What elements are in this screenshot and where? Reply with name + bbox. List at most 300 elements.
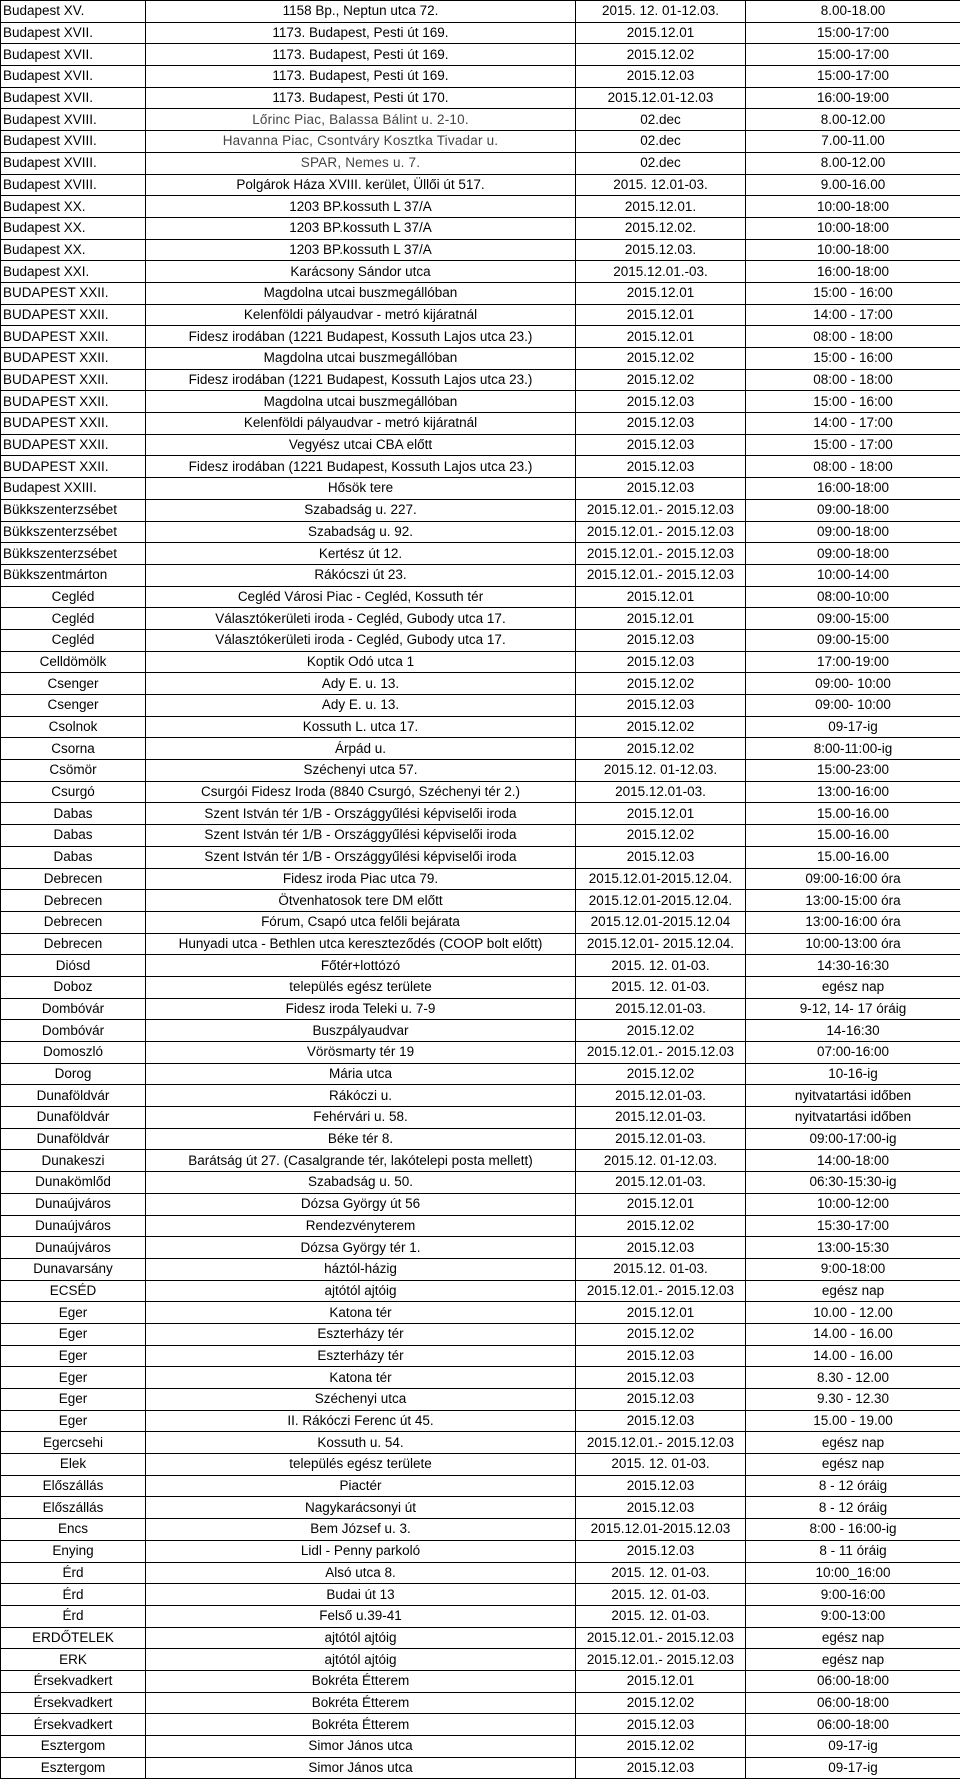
cell-address: Lőrinc Piac, Balassa Bálint u. 2-10. xyxy=(146,109,576,131)
cell-date: 2015.12.03 xyxy=(576,1757,746,1779)
cell-address: 1203 BP.kossuth L 37/A xyxy=(146,217,576,239)
table-row xyxy=(1,1063,960,1085)
cell-date: 2015.12.02 xyxy=(576,1692,746,1714)
cell-settlement: Budapest XV. xyxy=(1,1,146,23)
cell-address: Bokréta Étterem xyxy=(146,1714,576,1736)
table-row xyxy=(1,1323,960,1345)
cell-date: 2015.12.01 xyxy=(576,1193,746,1215)
cell-time: 08:00 - 18:00 xyxy=(746,369,960,391)
cell-time: egész nap xyxy=(746,1627,960,1649)
cell-settlement: Eger xyxy=(1,1323,146,1345)
cell-settlement: Előszállás xyxy=(1,1497,146,1519)
cell-time: 13:00-15:30 xyxy=(746,1237,960,1259)
cell-settlement: BUDAPEST XXII. xyxy=(1,456,146,478)
cell-address: Választókerületi iroda - Cegléd, Gubody utca 17. xyxy=(146,608,576,630)
cell-time: nyitvatartási időben xyxy=(746,1107,960,1129)
cell-time: 09:00-17:00-ig xyxy=(746,1128,960,1150)
cell-date: 2015.12.01.- 2015.12.03 xyxy=(576,499,746,521)
cell-settlement: Budapest XX. xyxy=(1,217,146,239)
cell-time: 7.00-11.00 xyxy=(746,131,960,153)
cell-time: 08:00-10:00 xyxy=(746,586,960,608)
cell-settlement: BUDAPEST XXII. xyxy=(1,369,146,391)
cell-settlement: Dunaföldvár xyxy=(1,1107,146,1129)
cell-address: Fidesz iroda Teleki u. 7-9 xyxy=(146,998,576,1020)
cell-date: 2015.12.02 xyxy=(576,1215,746,1237)
cell-date: 2015.12.03 xyxy=(576,1540,746,1562)
cell-settlement: Budapest XX. xyxy=(1,196,146,218)
cell-time: 09:00-15:00 xyxy=(746,629,960,651)
cell-time: 9.30 - 12.30 xyxy=(746,1389,960,1411)
table-row xyxy=(1,1345,960,1367)
cell-date: 2015.12.03 xyxy=(576,846,746,868)
cell-settlement: Csenger xyxy=(1,673,146,695)
table-row xyxy=(1,87,960,109)
cell-settlement: Debrecen xyxy=(1,911,146,933)
cell-time: egész nap xyxy=(746,1649,960,1671)
cell-address: SPAR, Nemes u. 7. xyxy=(146,152,576,174)
table-row xyxy=(1,1475,960,1497)
table-row xyxy=(1,1020,960,1042)
cell-address: Bokréta Étterem xyxy=(146,1692,576,1714)
cell-date: 2015.12.03 xyxy=(576,478,746,500)
table-row xyxy=(1,348,960,370)
table-row xyxy=(1,846,960,868)
cell-date: 2015.12.02 xyxy=(576,369,746,391)
cell-time: egész nap xyxy=(746,1280,960,1302)
cell-address: Fidesz iroda Piac utca 79. xyxy=(146,868,576,890)
cell-settlement: Dunaújváros xyxy=(1,1215,146,1237)
cell-time: 9:00-13:00 xyxy=(746,1605,960,1627)
cell-settlement: BUDAPEST XXII. xyxy=(1,391,146,413)
cell-settlement: Érd xyxy=(1,1584,146,1606)
table-row xyxy=(1,174,960,196)
cell-address: Széchenyi utca xyxy=(146,1389,576,1411)
cell-date: 2015.12.02 xyxy=(576,1020,746,1042)
cell-settlement: Cegléd xyxy=(1,586,146,608)
cell-date: 2015.12.03 xyxy=(576,1714,746,1736)
table-row xyxy=(1,695,960,717)
cell-settlement: Enying xyxy=(1,1540,146,1562)
cell-time: 06:30-15:30-ig xyxy=(746,1172,960,1194)
cell-date: 2015.12.01 xyxy=(576,1670,746,1692)
cell-date: 2015. 12. 01-03. xyxy=(576,1454,746,1476)
cell-address: 1173. Budapest, Pesti út 169. xyxy=(146,66,576,88)
cell-time: 09:00-15:00 xyxy=(746,608,960,630)
cell-date: 2015.12.03 xyxy=(576,1475,746,1497)
cell-settlement: BUDAPEST XXII. xyxy=(1,282,146,304)
table-row xyxy=(1,217,960,239)
cell-time: 15:00 - 16:00 xyxy=(746,282,960,304)
cell-date: 2015.12.03 xyxy=(576,1497,746,1519)
cell-date: 2015.12.02 xyxy=(576,673,746,695)
cell-address: Dózsa György út 56 xyxy=(146,1193,576,1215)
cell-settlement: Esztergom xyxy=(1,1736,146,1758)
cell-address: Fórum, Csapó utca felőli bejárata xyxy=(146,911,576,933)
cell-time: 15:00-23:00 xyxy=(746,760,960,782)
cell-date: 2015.12.01.- 2015.12.03 xyxy=(576,521,746,543)
table-row xyxy=(1,1150,960,1172)
cell-time: 16:00-18:00 xyxy=(746,478,960,500)
cell-date: 2015.12. 01-03. xyxy=(576,1258,746,1280)
cell-settlement: Dorog xyxy=(1,1063,146,1085)
cell-time: 07:00-16:00 xyxy=(746,1042,960,1064)
cell-settlement: Dunavarsány xyxy=(1,1258,146,1280)
cell-date: 2015.12.01.- 2015.12.03 xyxy=(576,1627,746,1649)
cell-settlement: Eger xyxy=(1,1389,146,1411)
cell-settlement: Elek xyxy=(1,1454,146,1476)
cell-settlement: Dunaföldvár xyxy=(1,1128,146,1150)
table-row xyxy=(1,1519,960,1541)
table-row xyxy=(1,825,960,847)
cell-date: 2015. 12. 01-03. xyxy=(576,1584,746,1606)
cell-time: 09-17-ig xyxy=(746,1736,960,1758)
table-row xyxy=(1,196,960,218)
table-row xyxy=(1,1410,960,1432)
cell-time: 15:00 - 16:00 xyxy=(746,348,960,370)
cell-address: Kertész út 12. xyxy=(146,543,576,565)
table-row xyxy=(1,738,960,760)
cell-address: Főtér+lottózó xyxy=(146,955,576,977)
cell-time: 09:00-16:00 óra xyxy=(746,868,960,890)
cell-address: település egész területe xyxy=(146,1454,576,1476)
cell-settlement: Bükkszentmárton xyxy=(1,564,146,586)
cell-address: Buszpályaudvar xyxy=(146,1020,576,1042)
cell-time: 8.00-12.00 xyxy=(746,152,960,174)
cell-time: 10-16-ig xyxy=(746,1063,960,1085)
cell-address: Szent István tér 1/B - Országgyűlési képviselői iroda xyxy=(146,825,576,847)
table-row xyxy=(1,716,960,738)
cell-time: 10.00 - 12.00 xyxy=(746,1302,960,1324)
cell-date: 2015.12.01-03. xyxy=(576,781,746,803)
cell-time: 13:00-16:00 óra xyxy=(746,911,960,933)
cell-date: 2015.12.02 xyxy=(576,1063,746,1085)
cell-address: Kossuth L. utca 17. xyxy=(146,716,576,738)
table-row xyxy=(1,868,960,890)
table-row xyxy=(1,543,960,565)
cell-address: Magdolna utcai buszmegállóban xyxy=(146,282,576,304)
cell-date: 2015.12.01-2015.12.03 xyxy=(576,1519,746,1541)
cell-settlement: Bükkszenterzsébet xyxy=(1,499,146,521)
cell-address: Rákóczi u. xyxy=(146,1085,576,1107)
cell-time: 8:00-11:00-ig xyxy=(746,738,960,760)
table-row xyxy=(1,955,960,977)
cell-settlement: BUDAPEST XXII. xyxy=(1,326,146,348)
table-row xyxy=(1,1085,960,1107)
cell-settlement: Dunakömlőd xyxy=(1,1172,146,1194)
cell-settlement: Érsekvadkert xyxy=(1,1670,146,1692)
cell-address: ajtótól ajtóig xyxy=(146,1649,576,1671)
cell-settlement: Doboz xyxy=(1,976,146,998)
cell-date: 2015.12.01-03. xyxy=(576,998,746,1020)
table-row xyxy=(1,282,960,304)
cell-address: Nagykarácsonyi út xyxy=(146,1497,576,1519)
cell-date: 02.dec xyxy=(576,131,746,153)
cell-date: 2015.12.01. xyxy=(576,196,746,218)
cell-settlement: Budapest XXI. xyxy=(1,261,146,283)
cell-time: 8 - 12 óráig xyxy=(746,1497,960,1519)
cell-date: 2015. 12. 01-12.03. xyxy=(576,1,746,23)
cell-settlement: Budapest XVIII. xyxy=(1,174,146,196)
cell-settlement: Előszállás xyxy=(1,1475,146,1497)
table-row xyxy=(1,391,960,413)
table-row xyxy=(1,760,960,782)
cell-date: 2015.12.01-2015.12.04. xyxy=(576,868,746,890)
cell-date: 2015.12.03 xyxy=(576,413,746,435)
cell-settlement: Dunaföldvár xyxy=(1,1085,146,1107)
cell-address: Koptik Odó utca 1 xyxy=(146,651,576,673)
cell-address: Szabadság u. 50. xyxy=(146,1172,576,1194)
table-row xyxy=(1,608,960,630)
cell-time: 06:00-18:00 xyxy=(746,1692,960,1714)
cell-settlement: Esztergom xyxy=(1,1757,146,1779)
cell-date: 2015.12.01.- 2015.12.03 xyxy=(576,543,746,565)
cell-date: 2015. 12.01-03. xyxy=(576,174,746,196)
cell-time: 09:00- 10:00 xyxy=(746,695,960,717)
table-row xyxy=(1,109,960,131)
cell-date: 2015. 12. 01-03. xyxy=(576,1605,746,1627)
cell-time: 09:00-18:00 xyxy=(746,521,960,543)
cell-date: 2015.12.01-03. xyxy=(576,1107,746,1129)
cell-time: 9:00-18:00 xyxy=(746,1258,960,1280)
table-row xyxy=(1,66,960,88)
table-row xyxy=(1,1389,960,1411)
cell-address: Budai út 13 xyxy=(146,1584,576,1606)
cell-settlement: Debrecen xyxy=(1,933,146,955)
cell-settlement: Eger xyxy=(1,1367,146,1389)
cell-date: 2015.12.02 xyxy=(576,348,746,370)
cell-time: egész nap xyxy=(746,1454,960,1476)
cell-date: 2015.12.02 xyxy=(576,825,746,847)
cell-time: 15:30-17:00 xyxy=(746,1215,960,1237)
cell-settlement: Budapest XVII. xyxy=(1,44,146,66)
cell-date: 2015. 12. 01-03. xyxy=(576,976,746,998)
cell-time: 10:00-13:00 óra xyxy=(746,933,960,955)
cell-settlement: Celldömölk xyxy=(1,651,146,673)
cell-date: 2015.12. 01-12.03. xyxy=(576,1150,746,1172)
table-row xyxy=(1,1605,960,1627)
cell-address: Simor János utca xyxy=(146,1736,576,1758)
cell-date: 2015.12.03 xyxy=(576,1367,746,1389)
table-row xyxy=(1,1107,960,1129)
cell-date: 2015. 12. 01-03. xyxy=(576,1562,746,1584)
table-row xyxy=(1,1584,960,1606)
cell-settlement: BUDAPEST XXII. xyxy=(1,348,146,370)
cell-address: Mária utca xyxy=(146,1063,576,1085)
table-row xyxy=(1,478,960,500)
cell-address: Vegyész utcai CBA előtt xyxy=(146,434,576,456)
cell-date: 2015.12.02 xyxy=(576,1323,746,1345)
cell-settlement: Budapest XVII. xyxy=(1,87,146,109)
cell-address: Ady E. u. 13. xyxy=(146,695,576,717)
cell-settlement: Érd xyxy=(1,1562,146,1584)
table-row xyxy=(1,369,960,391)
cell-settlement: Eger xyxy=(1,1302,146,1324)
cell-date: 2015. 12. 01-03. xyxy=(576,955,746,977)
cell-address: Béke tér 8. xyxy=(146,1128,576,1150)
cell-address: Fidesz irodában (1221 Budapest, Kossuth Lajos utca 23.) xyxy=(146,326,576,348)
cell-time: 15:00-17:00 xyxy=(746,22,960,44)
cell-address: település egész területe xyxy=(146,976,576,998)
cell-date: 2015.12.01.- 2015.12.03 xyxy=(576,1042,746,1064)
cell-date: 2015.12.03 xyxy=(576,1345,746,1367)
cell-time: 15:00-17:00 xyxy=(746,44,960,66)
cell-address: Széchenyi utca 57. xyxy=(146,760,576,782)
cell-address: Szent István tér 1/B - Országgyűlési képviselői iroda xyxy=(146,803,576,825)
table-row xyxy=(1,434,960,456)
cell-address: Kelenföldi pályaudvar - metró kijáratnál xyxy=(146,304,576,326)
cell-date: 2015.12.02 xyxy=(576,716,746,738)
table-row xyxy=(1,1562,960,1584)
cell-date: 2015.12.01-12.03 xyxy=(576,87,746,109)
cell-address: 1173. Budapest, Pesti út 169. xyxy=(146,44,576,66)
cell-address: Barátság út 27. (Casalgrande tér, lakótelepi posta mellett) xyxy=(146,1150,576,1172)
cell-settlement: BUDAPEST XXII. xyxy=(1,304,146,326)
cell-time: 15.00-16.00 xyxy=(746,846,960,868)
cell-settlement: Csolnok xyxy=(1,716,146,738)
cell-address: Hunyadi utca - Bethlen utca kereszteződés (COOP bolt előtt) xyxy=(146,933,576,955)
cell-settlement: Bükkszenterzsébet xyxy=(1,521,146,543)
table-row xyxy=(1,152,960,174)
cell-date: 2015.12.01 xyxy=(576,304,746,326)
cell-settlement: Budapest XVII. xyxy=(1,66,146,88)
cell-date: 2015.12.03 xyxy=(576,1389,746,1411)
cell-address: Csurgói Fidesz Iroda (8840 Csurgó, Széchenyi tér 2.) xyxy=(146,781,576,803)
cell-settlement: Dunaújváros xyxy=(1,1193,146,1215)
cell-date: 2015.12.01.- 2015.12.03 xyxy=(576,1432,746,1454)
cell-address: Fidesz irodában (1221 Budapest, Kossuth Lajos utca 23.) xyxy=(146,369,576,391)
table-row xyxy=(1,1540,960,1562)
table-row xyxy=(1,976,960,998)
table-row xyxy=(1,456,960,478)
cell-address: Szabadság u. 92. xyxy=(146,521,576,543)
cell-date: 2015.12.03 xyxy=(576,695,746,717)
cell-address: Ady E. u. 13. xyxy=(146,673,576,695)
cell-address: ajtótól ajtóig xyxy=(146,1280,576,1302)
table-row xyxy=(1,499,960,521)
cell-address: 1203 BP.kossuth L 37/A xyxy=(146,239,576,261)
cell-time: 09-17-ig xyxy=(746,1757,960,1779)
cell-address: Simor János utca xyxy=(146,1757,576,1779)
cell-address: Katona tér xyxy=(146,1302,576,1324)
table-row xyxy=(1,1670,960,1692)
table-row xyxy=(1,1215,960,1237)
cell-time: 15.00-16.00 xyxy=(746,825,960,847)
cell-settlement: Dabas xyxy=(1,825,146,847)
cell-date: 2015.12.01 xyxy=(576,326,746,348)
cell-date: 2015.12.03. xyxy=(576,239,746,261)
table-row xyxy=(1,1649,960,1671)
cell-time: 9-12, 14- 17 óráig xyxy=(746,998,960,1020)
table-row xyxy=(1,1,960,23)
cell-address: Fehérvári u. 58. xyxy=(146,1107,576,1129)
table-row xyxy=(1,1454,960,1476)
cell-date: 2015.12.03 xyxy=(576,629,746,651)
cell-time: 8:00 - 16:00-ig xyxy=(746,1519,960,1541)
table-row xyxy=(1,998,960,1020)
table-body xyxy=(1,1,960,1779)
cell-time: 14.00 - 16.00 xyxy=(746,1345,960,1367)
cell-time: 09:00-18:00 xyxy=(746,499,960,521)
table-row xyxy=(1,911,960,933)
cell-settlement: Érsekvadkert xyxy=(1,1692,146,1714)
cell-settlement: ERK xyxy=(1,1649,146,1671)
cell-time: 14.00 - 16.00 xyxy=(746,1323,960,1345)
cell-date: 2015.12.01 xyxy=(576,1302,746,1324)
cell-address: Bokréta Étterem xyxy=(146,1670,576,1692)
cell-date: 2015.12.03 xyxy=(576,434,746,456)
cell-time: 15.00-16.00 xyxy=(746,803,960,825)
cell-date: 2015.12.03 xyxy=(576,391,746,413)
cell-settlement: Csorna xyxy=(1,738,146,760)
table-row xyxy=(1,22,960,44)
cell-address: Rákócszi út 23. xyxy=(146,564,576,586)
cell-date: 2015.12.02 xyxy=(576,1736,746,1758)
cell-time: 14:00 - 17:00 xyxy=(746,304,960,326)
cell-address: Bem József u. 3. xyxy=(146,1519,576,1541)
cell-time: 14:30-16:30 xyxy=(746,955,960,977)
cell-time: 8.00-12.00 xyxy=(746,109,960,131)
table-row xyxy=(1,651,960,673)
cell-settlement: Csurgó xyxy=(1,781,146,803)
cell-address: Alsó utca 8. xyxy=(146,1562,576,1584)
table-row xyxy=(1,890,960,912)
cell-settlement: Eger xyxy=(1,1345,146,1367)
cell-time: 15:00 - 17:00 xyxy=(746,434,960,456)
cell-time: 16:00-19:00 xyxy=(746,87,960,109)
cell-time: 15:00-17:00 xyxy=(746,66,960,88)
cell-date: 2015.12.03 xyxy=(576,651,746,673)
cell-date: 2015.12.03 xyxy=(576,456,746,478)
cell-date: 02.dec xyxy=(576,152,746,174)
cell-settlement: Dabas xyxy=(1,803,146,825)
table-row xyxy=(1,1237,960,1259)
table-row xyxy=(1,239,960,261)
cell-date: 2015.12.01-2015.12.04. xyxy=(576,890,746,912)
cell-address: Magdolna utcai buszmegállóban xyxy=(146,348,576,370)
table-row xyxy=(1,261,960,283)
cell-time: 10:00-14:00 xyxy=(746,564,960,586)
cell-time: egész nap xyxy=(746,976,960,998)
cell-address: Kossuth u. 54. xyxy=(146,1432,576,1454)
cell-address: Piactér xyxy=(146,1475,576,1497)
cell-address: Havanna Piac, Csontváry Kosztka Tivadar u. xyxy=(146,131,576,153)
cell-date: 2015.12.01 xyxy=(576,608,746,630)
cell-date: 2015.12.02. xyxy=(576,217,746,239)
cell-time: 14:00-18:00 xyxy=(746,1150,960,1172)
cell-settlement: Cegléd xyxy=(1,629,146,651)
cell-address: Magdolna utcai buszmegállóban xyxy=(146,391,576,413)
cell-address: Kelenföldi pályaudvar - metró kijáratnál xyxy=(146,413,576,435)
table-row xyxy=(1,1258,960,1280)
cell-address: Lidl - Penny parkoló xyxy=(146,1540,576,1562)
cell-time: 10:00-18:00 xyxy=(746,196,960,218)
cell-date: 2015.12.01 xyxy=(576,586,746,608)
cell-settlement: Dombóvár xyxy=(1,998,146,1020)
cell-time: egész nap xyxy=(746,1432,960,1454)
cell-date: 2015.12.03 xyxy=(576,66,746,88)
cell-date: 02.dec xyxy=(576,109,746,131)
cell-address: 1158 Bp., Neptun utca 72. xyxy=(146,1,576,23)
cell-address: Szent István tér 1/B - Országgyűlési képviselői iroda xyxy=(146,846,576,868)
cell-date: 2015.12.01-03. xyxy=(576,1085,746,1107)
table-row xyxy=(1,1302,960,1324)
cell-time: 09:00- 10:00 xyxy=(746,673,960,695)
cell-time: 13:00-16:00 xyxy=(746,781,960,803)
cell-time: 15:00 - 16:00 xyxy=(746,391,960,413)
table-row xyxy=(1,304,960,326)
cell-settlement: Budapest XVIII. xyxy=(1,109,146,131)
table-row xyxy=(1,521,960,543)
